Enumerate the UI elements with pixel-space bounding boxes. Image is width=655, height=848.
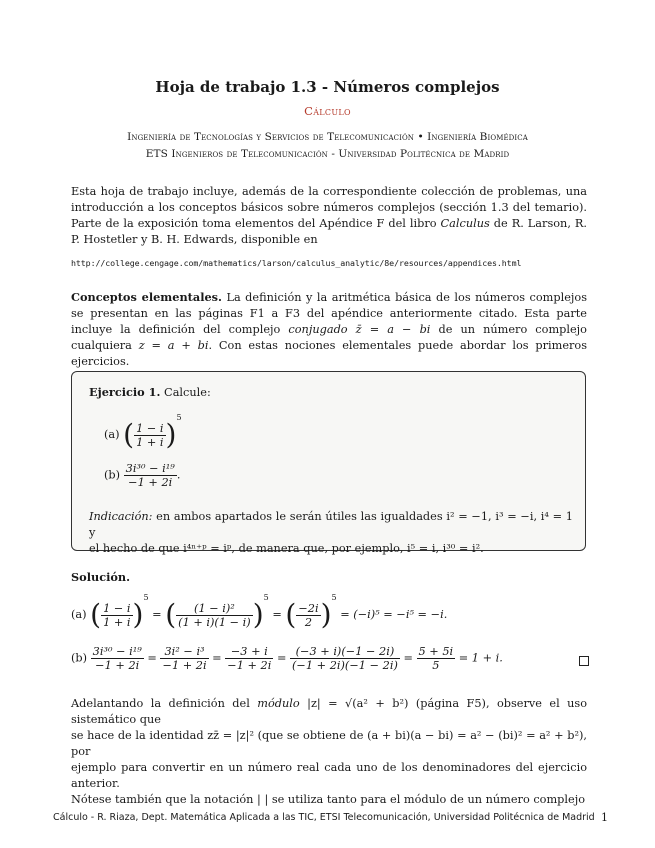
concepts-paragraph bbox=[71, 289, 587, 370]
sol-b-result: = 1 + i. bbox=[458, 651, 503, 665]
part-a-exponent: 5 bbox=[176, 413, 182, 422]
conjugate-term: conjugado bbox=[288, 323, 348, 336]
qed-square bbox=[579, 656, 589, 666]
exercise-heading: Ejercicio 1. bbox=[89, 385, 161, 399]
appendix-url[interactable]: http://college.cengage.com/mathematics/larson/calculus_analytic/8e/resources/appendices.html bbox=[71, 258, 522, 268]
solution-part-a: (a) ( $\frac{1 - i}{1 + i}$ )$^5$ = ( $\frac{\text{(1 − i)²}}{(1 + i)(1 - i)}$ )$^5$ = ( $\frac{-2i}{2}$ )$^5$ = (−i)⁵ = −i⁵ = −i. bbox=[71, 593, 448, 631]
solution-part-b: (b) $\frac{\text{3i³⁰ − i¹⁹}}{-1 + 2i}$ = $\frac{\text{3i² − i³}}{-1 + 2i}$ = $\frac{-3 + i}{-1 + 2i}$ = $\frac{(-3 + i)(-1 - 2i)}{(-1 + 2i)(-1 - 2i)}$ = $\frac{5 + 5i}{5}$ = 1 + i. bbox=[71, 645, 503, 672]
closing-paragraph bbox=[71, 696, 587, 808]
hint-label: Indicación: bbox=[89, 510, 153, 523]
closing-line-2: se hace de la identidad zz̄ = |z|² (que se obtiene de (a + bi)(a − bi) = a² − (bi)² = a² + b²), por bbox=[71, 729, 587, 758]
course-subtitle: Cálculo bbox=[304, 104, 351, 118]
exercise-prompt: Calcule: bbox=[164, 386, 211, 399]
institution-line-2: ETS Ingenieros de Telecomunicación - Universidad Politécnica de Madrid bbox=[145, 148, 510, 160]
closing-line-1b: |z| = √(a² + b²) (página F5), observe el uso sistemático que bbox=[71, 697, 587, 726]
institution-line-1: Ingeniería de Tecnologías y Servicios de Telecomunicación • Ingeniería Biomédica bbox=[127, 131, 528, 143]
page-footer: Cálculo - R. Riaza, Dept. Matemática Aplicada a las TIC, ETSI Telecomunicación, Universidad Politécnica de Madrid bbox=[53, 812, 595, 823]
exercise-heading-row bbox=[89, 385, 211, 399]
solution-heading: Solución. bbox=[71, 570, 131, 584]
modulus-term: módulo bbox=[257, 697, 300, 710]
sol-b-label: (b) bbox=[71, 651, 88, 665]
exercise-hint bbox=[89, 509, 573, 557]
hint-line-2: el hecho de que i⁴ⁿ⁺ᵖ = iᵖ, de manera que, por ejemplo, i⁵ = i, i³⁰ = i². bbox=[89, 542, 484, 555]
page-number: 1 bbox=[601, 811, 608, 824]
complex-formula: z = a + bi bbox=[138, 339, 209, 352]
book-title: Calculus bbox=[440, 217, 490, 230]
sol-a-label: (a) bbox=[71, 608, 87, 621]
part-b-label: (b) bbox=[104, 468, 121, 482]
concepts-heading: Conceptos elementales. bbox=[71, 290, 222, 304]
conjugate-formula: z̄ = a − bi bbox=[347, 323, 431, 336]
intro-text-end: de R. Larson, R. P. Hostetler y B. H. Edwards, disponible en bbox=[71, 217, 588, 246]
hint-line-1: en ambos apartados le serán útiles las igualdades i² = −1, i³ = −i, i⁴ = 1 y bbox=[89, 510, 573, 539]
part-a-fraction: $\frac{1 - i}{1 + i}$ bbox=[136, 421, 164, 449]
closing-line-3: ejemplo para convertir en un número real cada uno de los denominadores del ejercicio anterior. bbox=[71, 761, 587, 790]
closing-line-4: Nótese también que la notación | | se utiliza tanto para el módulo de un número complejo bbox=[71, 793, 586, 806]
exercise-part-b: (b) $\frac{\text{3i³⁰ − i¹⁹}}{-1 + 2i}$ . bbox=[104, 462, 181, 489]
intro-paragraph bbox=[71, 184, 587, 248]
intro-text: Esta hoja de trabajo incluye, además de la correspondiente colección de problemas, una introducción a los conceptos básicos sobre números complejos (sección 1.3 del temario). Parte de la exposición toma elementos del Apéndice F del libro bbox=[71, 185, 587, 230]
part-b-fraction: $\frac{\text{3i³⁰ − i¹⁹}}{-1 + 2i}$ bbox=[125, 462, 175, 489]
closing-line-1a: Adelantando la definición del bbox=[71, 697, 258, 710]
exercise-part-a: (a) ( $\frac{1 - i}{1 + i}$ )$^5$ bbox=[104, 413, 182, 451]
sol-a-result: = (−i)⁵ = −i⁵ = −i. bbox=[340, 608, 448, 621]
page-title: Hoja de trabajo 1.3 - Números complejos bbox=[155, 78, 500, 96]
concepts-text: La definición y la aritmética básica de los números complejos se presentan en las páginas F1 a F3 del apéndice anteriormente citado. Esta parte incluye la definición del complejo bbox=[71, 291, 587, 336]
part-a-label: (a) bbox=[104, 428, 120, 441]
concepts-text-3: . Con estas nociones elementales puede abordar los primeros ejercicios. bbox=[71, 339, 588, 368]
concepts-text-2: de un número complejo cualquiera bbox=[71, 323, 587, 352]
